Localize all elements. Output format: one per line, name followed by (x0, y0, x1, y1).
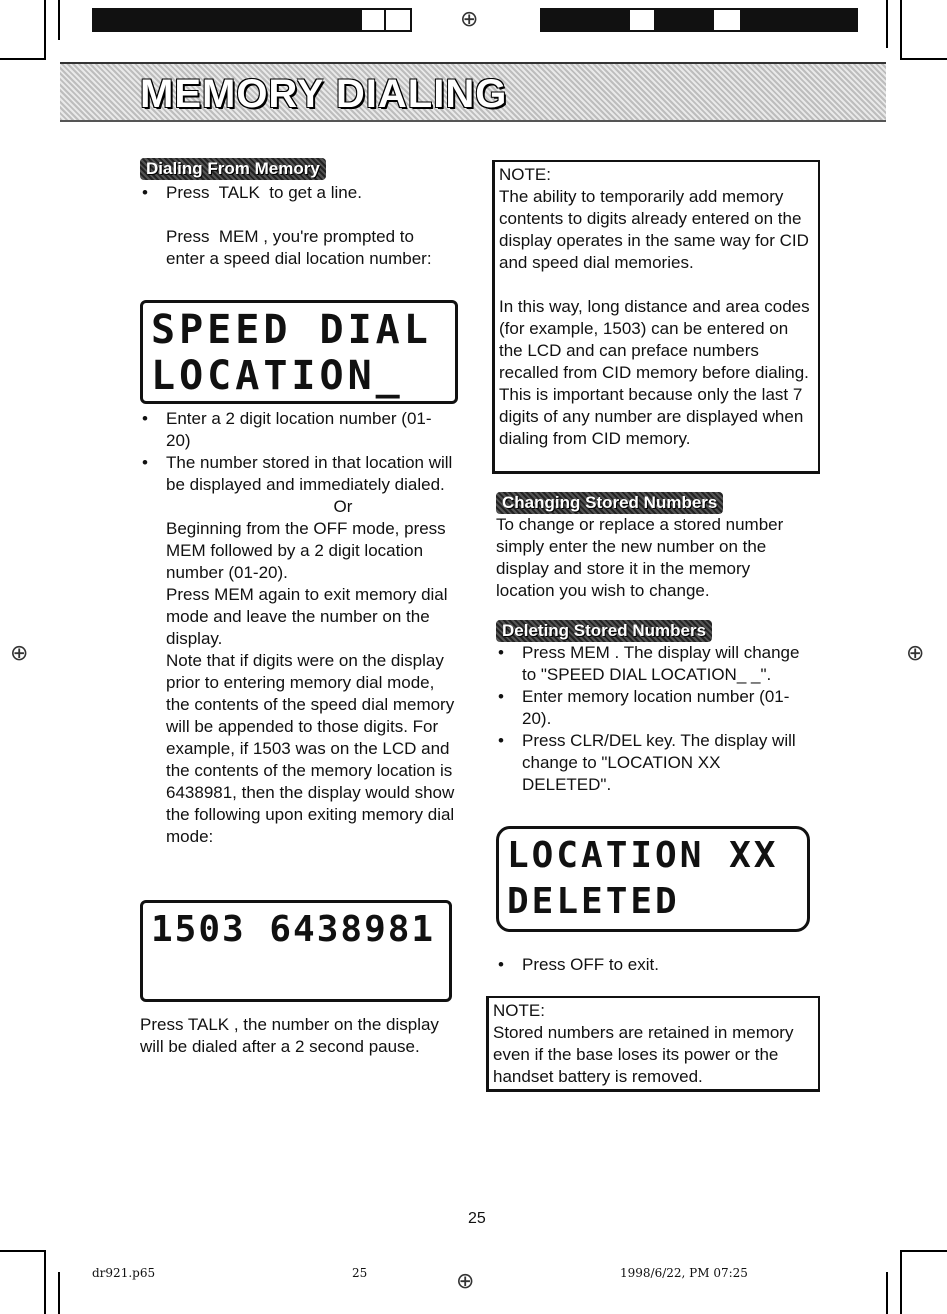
left-column-end (140, 1014, 456, 1058)
left-column-continued (140, 408, 456, 848)
page-title: MEMORY DIALING (140, 72, 508, 116)
right-column-end (496, 954, 812, 976)
section-heading: Changing Stored Numbers (496, 492, 723, 514)
instruction-bullet: • Press CLR/DEL key. The display will change to "LOCATION XX DELETED". (496, 730, 812, 796)
header-box (712, 8, 742, 32)
instruction-bullet: • Enter memory location number (01-20). (496, 686, 812, 730)
crop-mark (900, 1250, 902, 1314)
instruction-bullet: • Press OFF to exit. (496, 954, 812, 976)
note-text: The ability to temporarily add memory contents to digits already entered on the display operates in the same way for CID and speed dial memories. (499, 187, 809, 272)
lcd-line: LOCATION XX (507, 835, 779, 876)
section-heading: Deleting Stored Numbers (496, 620, 712, 642)
lcd-display-deleted (496, 826, 810, 932)
lcd-line: 1503 6438981 (151, 909, 436, 950)
lcd-line: SPEED DIAL (151, 307, 432, 353)
registration-mark-icon: ⊕ (456, 1268, 475, 1293)
crop-mark (58, 1272, 60, 1314)
header-box (360, 8, 386, 32)
crop-mark (0, 1250, 46, 1252)
section-heading: Dialing From Memory (140, 158, 326, 180)
header-box (384, 8, 412, 32)
registration-mark-icon: ⊕ (10, 640, 29, 665)
crop-mark (886, 0, 888, 48)
instruction-bullet: • Press TALK to get a line. (140, 182, 456, 204)
instruction-text: Beginning from the OFF mode, press MEM followed by a 2 digit location number (01-20). (166, 519, 446, 582)
instruction-text: Note that if digits were on the display prior to entering memory dial mode, the contents of the speed dial memory will be appended to those digits. For example, if 1503 was on the LCD and the contents of the memory location is 6438981, then the display would show the following upon exiting memory dial mode: (166, 651, 455, 846)
instruction-bullet: • Enter a 2 digit location number (01-20) (140, 408, 456, 452)
note-text: Stored numbers are retained in memory even if the base loses its power or the handset battery is removed. (493, 1023, 794, 1086)
crop-mark (58, 0, 60, 40)
footer-timestamp: 1998/6/22, PM 07:25 (620, 1266, 748, 1280)
left-column (140, 158, 456, 270)
crop-mark (0, 58, 46, 60)
crop-mark (44, 0, 46, 60)
footer-page: 25 (352, 1266, 368, 1280)
page-number: 25 (468, 1210, 486, 1227)
or-text: Or (333, 497, 353, 516)
registration-mark-icon: ⊕ (906, 640, 925, 665)
crop-mark (44, 1250, 46, 1314)
right-column (496, 492, 812, 796)
header-box (628, 8, 656, 32)
crop-mark (900, 0, 902, 60)
instruction-bullet: • The number stored in that location will be displayed and immediately dialed. (140, 452, 456, 496)
crop-mark (900, 58, 947, 60)
lcd-display-speed-dial (140, 300, 458, 404)
lcd-line: DELETED (507, 881, 680, 922)
note-box-retained (486, 996, 820, 1092)
instruction-text: Press MEM , you're prompted to enter a speed dial location number: (166, 227, 432, 268)
instruction-bullet: • Press MEM . The display will change to "SPEED DIAL LOCATION_ _". (496, 642, 812, 686)
crop-mark (900, 1250, 947, 1252)
note-title: NOTE: (499, 165, 551, 184)
title-banner (60, 62, 886, 122)
note-text: In this way, long distance and area codes (for example, 1503) can be entered on the LCD and can preface numbers recalled from CID memory before dialing. This is important because only the last 7 digits of any number are displayed when dialing from CID memory. (499, 297, 810, 448)
lcd-display-number (140, 900, 452, 1002)
registration-mark-icon: ⊕ (460, 6, 479, 31)
header-bar-right (540, 8, 858, 32)
instruction-text: Press TALK , the number on the display will be dialed after a 2 second pause. (140, 1015, 439, 1056)
section-text: To change or replace a stored number simply enter the new number on the display and store it in the memory location you wish to change. (496, 515, 784, 600)
note-title: NOTE: (493, 1001, 545, 1020)
crop-mark (886, 1272, 888, 1314)
instruction-text: Press MEM again to exit memory dial mode and leave the number on the display. (166, 585, 448, 648)
note-box-cid (492, 160, 820, 474)
footer-filename: dr921.p65 (92, 1266, 156, 1280)
lcd-line: LOCATION_ (151, 353, 404, 399)
